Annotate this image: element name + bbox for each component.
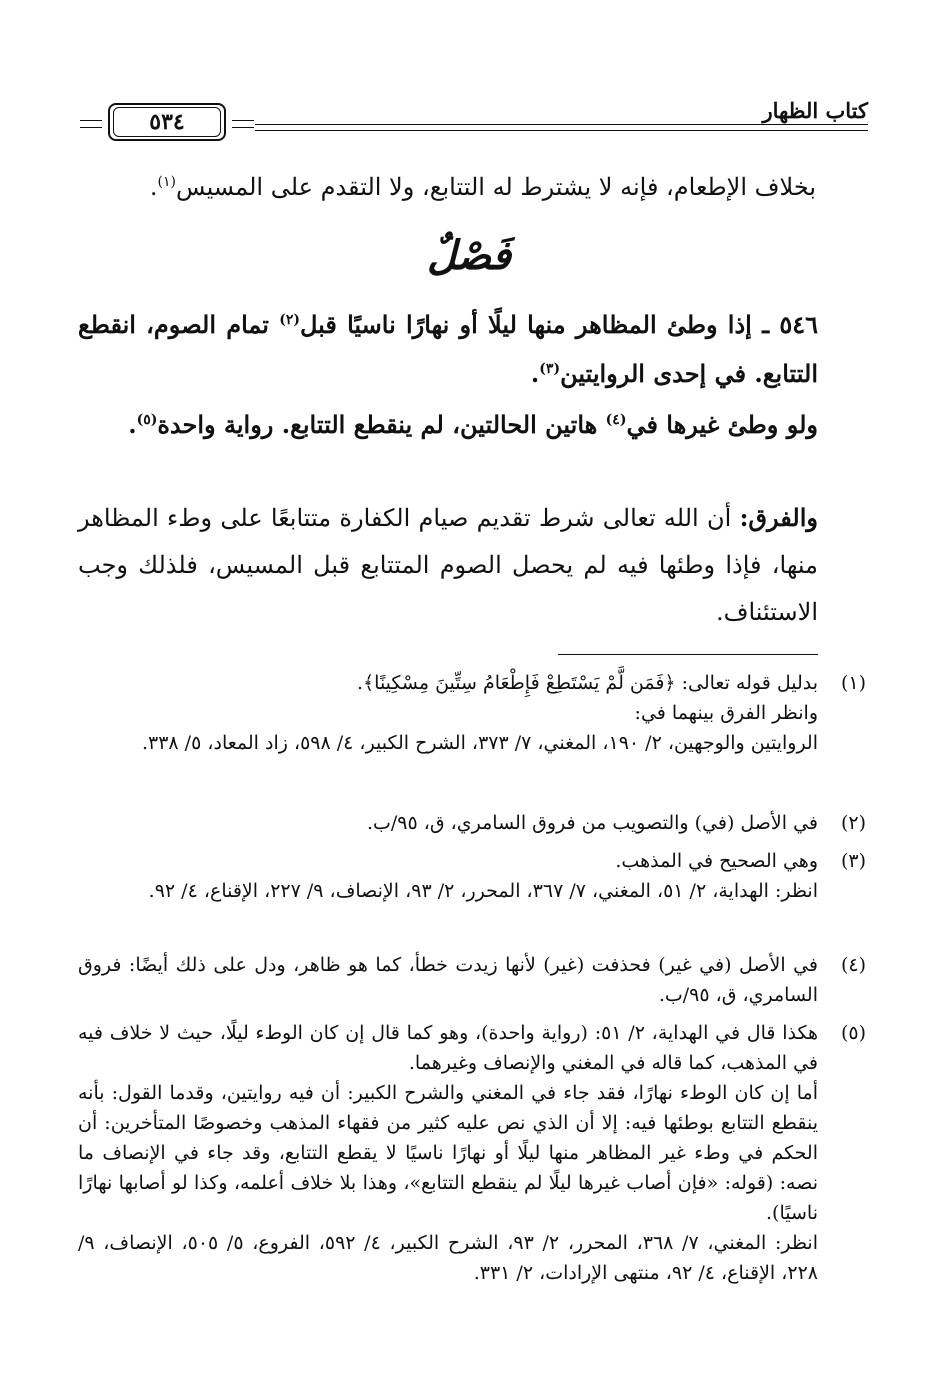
footnote-line: وهي الصحيح في المذهب.: [615, 850, 818, 872]
ornament-dash: [80, 120, 102, 128]
footnote-separator: [558, 654, 818, 655]
footnote-ref: (٥): [136, 412, 158, 428]
footnote-ref: (٤): [605, 412, 627, 428]
footnote: [78, 808, 866, 838]
section-heading: فَصْلٌ: [426, 232, 512, 279]
footnote-line: انظر: المغني، ٧/ ٣٦٨، المحرر، ٢/ ٩٣، الشرح الكبير، ٤/ ٥٩٢، الفروع، ٥/ ٥٠٥، الإنصاف، ٩/ ٢٢٨، الإقناع، ٤/ ٩٢، منتهى الإرادات، ٢/ ٣٣١.: [78, 1232, 819, 1284]
issue-number: ٥٤٦ ـ: [762, 310, 819, 339]
punctuation: .: [530, 359, 540, 388]
page-number-ornament: [88, 103, 246, 141]
footnote-number: (٣): [840, 850, 866, 872]
issue-text: تمام الصوم، انقطع التتابع. في إحدى الروايتين: [78, 310, 818, 388]
difference-paragraph: [78, 494, 818, 636]
footnote: [78, 846, 866, 906]
footnote-line: هكذا قال في الهداية، ٢/ ٥١: (رواية واحدة)، وهو كما قال إن كان الوطء ليلًا، حيث لا خلاف فيه في المذهب، كما قاله في المغني والإنصاف وغيرهما.: [78, 1022, 818, 1074]
footnote-line: أما إن كان الوطء نهارًا، فقد جاء في المغني والشرح الكبير: أن فيه روايتين، وقدما القول: بأنه ينقطع التتابع بوطئها فيه: إلا أن الذي نص عليه كثير من فقهاء المذهب وخصوصًا المتأخرين: أن الحكم في وطء غير المظاهر منها ليلًا أو نهارًا ناسيًا لا يقطع التتابع، وقد جاء في الإنصاف ما نصه: (قوله: «فإن أصاب غيرها ليلًا لم ينقطع التتابع»، وهذا بلا خلاف أعلمه، وكذا لو أصابها نهارًا ناسيًا).: [78, 1082, 818, 1224]
issue-text: إذا وطئ المظاهر منها ليلًا أو نهارًا ناسيًا قبل: [299, 310, 752, 339]
body-paragraph: [78, 160, 816, 209]
footnote-line: في الأصل (في) والتصويب من فروق السامري، ق، ٩٥/ب.: [366, 812, 818, 834]
footnote: [78, 1018, 866, 1288]
page-number: ٥٣٤: [149, 109, 185, 135]
header-rule: [255, 130, 868, 131]
ornament-dash: [232, 120, 254, 128]
issue-paragraph: [78, 398, 818, 447]
footnote-line: انظر: الهداية، ٢/ ٥١، المغني، ٧/ ٣٦٧، المحرر، ٢/ ٩٣، الإنصاف، ٩/ ٢٢٧، الإقناع، ٤/ ٩٢.: [148, 880, 818, 902]
issue-text: هاتين الحالتين، لم ينقطع التتابع. رواية واحدة: [157, 410, 598, 439]
running-header-title: كتاب الظهار: [762, 98, 868, 123]
issue-text: ولو وطئ غيرها في: [626, 410, 818, 439]
difference-label: والفرق:: [739, 503, 818, 532]
footnote-number: (٢): [840, 812, 866, 834]
issue-paragraph: [78, 298, 818, 396]
footnote-line: وانظر الفرق بينهما في:: [634, 702, 818, 724]
footnote-ref: (٣): [539, 361, 561, 377]
footnote-line: في الأصل (في غير) فحذفت (غير) لأنها زيدت خطأ، كما هو ظاهر، ودل على ذلك أيضًا: فروق السامري، ق، ٩٥/ب.: [78, 954, 818, 1006]
footnote: [78, 668, 866, 758]
footnote-line: الروايتين والوجهين، ٢/ ١٩٠، المغني، ٧/ ٣٧٣، الشرح الكبير، ٤/ ٥٩٨، زاد المعاد، ٥/ ٣٣٨.: [141, 732, 818, 754]
footnote-number: (٤): [840, 954, 866, 976]
difference-text: أن الله تعالى شرط تقديم صيام الكفارة متتابعًا على وطء المظاهر منها، فإذا وطئها فيه لم يحصل الصوم المتتابع قبل المسيس، فلذلك وجب الاستئناف.: [78, 504, 818, 626]
footnote-number: (٥): [840, 1022, 866, 1044]
punctuation: .: [149, 173, 158, 201]
paragraph-text: بخلاف الإطعام، فإنه لا يشترط له التتابع، ولا التقدم على المسيس: [175, 173, 816, 201]
header-rule: [255, 124, 868, 125]
footnote-ref: (٢): [279, 312, 300, 328]
footnote-number: (١): [840, 672, 866, 694]
footnote-line: بدليل قوله تعالى: ﴿فَمَن لَّمْ يَسْتَطِعْ فَإِطْعَامُ سِتِّينَ مِسْكِينًا﴾.: [356, 672, 818, 694]
punctuation: .: [128, 410, 137, 439]
footnote: [78, 950, 866, 1010]
footnote-ref: (١): [157, 174, 176, 190]
